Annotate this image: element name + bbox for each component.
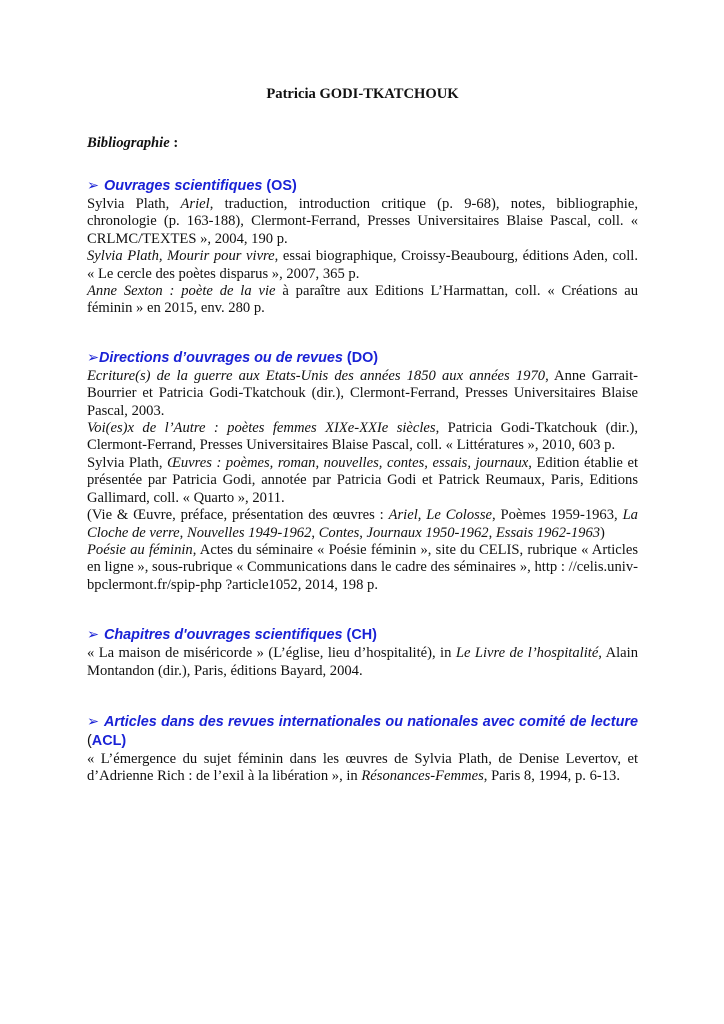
bibliography-entry-do-1: Ecriture(s) de la guerre aux Etats-Unis des années 1850 aux années 1970, Anne Garrait-Bourrier et Patricia Godi-Tkatchouk (dir.), Clermont-Ferrand, Presses Universitaires Blaise Pascal, 2003. (87, 367, 638, 419)
section-heading-os (87, 177, 638, 196)
bibliography-heading (87, 133, 638, 153)
section-heading-do (87, 349, 638, 368)
bibliography-entry-os-2: Sylvia Plath, Mourir pour vivre, essai biographique, Croissy-Beaubourg, éditions Aden, coll. « Le cercle des poètes disparus », 2007, 365 p. (87, 248, 638, 282)
bibliography-entry-os-1: Sylvia Plath, Ariel, traduction, introduction critique (p. 9-68), notes, bibliographie, chronologie (p. 163-188), Clermont-Ferrand, Presses Universitaires Blaise Pascal, coll. « CRLMC/TEXTES », 2004, 190 p. (87, 196, 638, 247)
section-code-acl: ACL) (91, 732, 127, 749)
arrow-bullet-icon: ➢ (87, 349, 100, 366)
bibliography-entry-os-3: Anne Sexton : poète de la vie à paraître aux Editions L’Harmattan, coll. « Créations au féminin » en 2015, env. 280 p. (87, 283, 639, 317)
section-title-ch: Chapitres d'ouvrages scientifiques (104, 627, 343, 644)
section-code-ch: (CH) (342, 627, 377, 644)
section-paren-acl: ( (87, 732, 92, 749)
arrow-bullet-icon: ➢ (87, 627, 100, 644)
section-code-os: (OS) (262, 178, 297, 194)
bibliography-entry-acl-1: « L’émergence du sujet féminin dans les œuvres de Sylvia Plath, de Denise Levertov, et d’Adrienne Rich : de l’exil à la libération », in Résonances-Femmes, Paris 8, 1994, p. 6-13. (87, 750, 638, 785)
bibliography-label: Bibliographie (87, 135, 170, 151)
arrow-bullet-icon: ➢ (87, 713, 100, 730)
section-title-acl: Articles dans des revues internationales ou nationales avec comité de lecture (104, 713, 638, 730)
section-heading-acl (87, 713, 638, 751)
arrow-bullet-icon: ➢ (87, 178, 100, 194)
section-title-os: Ouvrages scientifiques (104, 178, 263, 194)
section-code-do: (DO) (342, 349, 379, 366)
bibliography-entry-do-2: Voi(es)x de l’Autre : poètes femmes XIXe-XXIe siècles, Patricia Godi-Tkatchouk (dir.), Clermont-Ferrand, Presses Universitaires Blaise Pascal, coll. « Littératures », 2010, 603 p. (87, 420, 638, 454)
author-name: Patricia GODI-TKATCHOUK (266, 86, 459, 102)
bibliography-entry-do-4: Poésie au féminin, Actes du séminaire « Poésie féminin », site du CELIS, rubrique « Articles en ligne », sous-rubrique « Communications dans le cadre des séminaires », http : //celis.univ-bpclermont.fr/spip-php ?article1052, 2014, 198 p. (87, 541, 638, 593)
section-title-do: Directions d’ouvrages ou de revues (99, 349, 343, 366)
bibliography-entry-do-3: Sylvia Plath, Œuvres : poèmes, roman, nouvelles, contes, essais, journaux, Edition établie et présentée par Patricia Godi, annotée par Patricia Godi et Patrick Reumaux, Paris, Editions Gallimard, coll. « Quarto », 2011. (Vie & Œuvre, préface, présentation des œuvres : Ariel, Le Colosse, Poèmes 1959-1963, La Cloche de verre, Nouvelles 1949-1962, Contes, Journaux 1950-1962, Essais 1962-1963) (87, 454, 638, 541)
bibliography-colon: : (169, 135, 179, 151)
bibliography-entry-ch-1: « La maison de miséricorde » (L’église, lieu d’hospitalité), in Le Livre de l’hospitalité, Alain Montandon (dir.), Paris, éditions Bayard, 2004. (87, 645, 638, 679)
section-heading-ch (87, 626, 638, 645)
